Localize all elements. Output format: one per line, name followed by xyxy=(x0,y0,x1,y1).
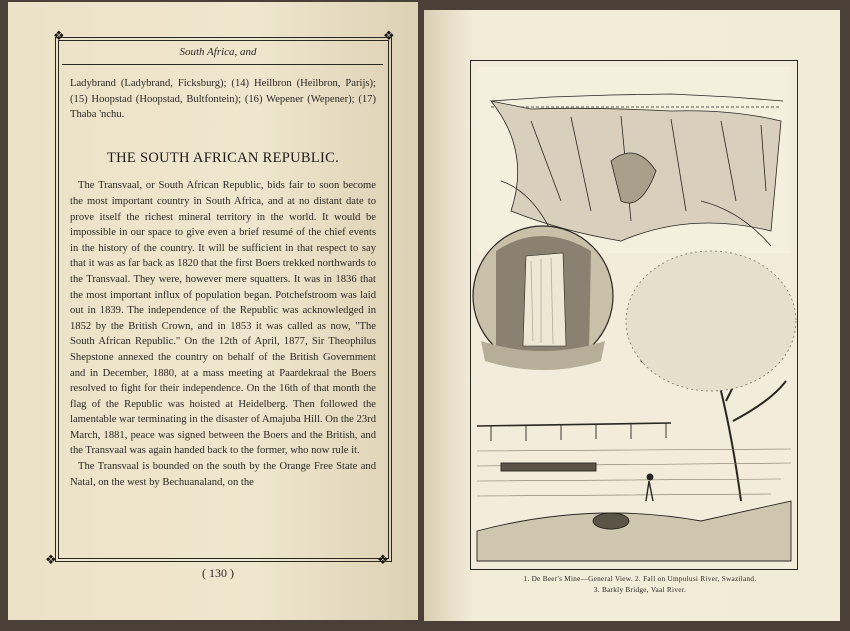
plate-caption xyxy=(456,574,824,596)
corner-ornament-icon: ❖ xyxy=(377,552,389,567)
caption-line: 3. Barkly Bridge, Vaal River. xyxy=(593,586,687,594)
corner-ornament-icon: ❖ xyxy=(53,28,65,43)
carryover-paragraph: Ladybrand (Ladybrand, Ficksburg); (14) Heilbron (Heilbron, Parijs); (15) Hoopstad (Hoopstad, Bultfontein); (16) Wepener (Wepener); (17) Thaba 'nchu. xyxy=(70,78,376,121)
engraving-plate xyxy=(470,60,798,570)
section-heading: THE SOUTH AFRICAN REPUBLIC. xyxy=(106,149,340,166)
caption-line: 1. De Beer's Mine—General View. 2. Fall on Umpulusi River, Swaziland. xyxy=(523,575,757,583)
running-head: South Africa, and xyxy=(179,46,257,58)
engraving-illustration xyxy=(471,61,797,569)
header-rule xyxy=(62,64,383,65)
corner-ornament-icon: ❖ xyxy=(383,28,395,43)
body-text xyxy=(70,76,376,490)
page-number: ( 130 ) xyxy=(202,566,234,580)
mine-view-icon xyxy=(477,67,791,253)
paragraph: The Transvaal, or South African Republic, bids fair to soon become the most important country in South Africa, and at no distant date to prove itself the richest mineral territory in the world. It would be impossible in our space to give even a brief resumé of the chief events in the history of the country. It will be sufficient in that respect to say that it was as far back as 1820 that the first Boers trekked northwards to the Transvaal. They were, however mere squatters. It was in 1836 that the most important influx of population began. Potchefstroom was laid out in 1839. The independence of the Republic was acknowledged in 1852 by the British Crown, and in 1853 it was called as now, "The South African Republic." On the 12th of April, 1877, Sir Theophilus Shepstone annexed the country on behalf of the British Government and in December, 1880, at a mass meeting at Paardekraal the Boers resolved to fight for their independence. On the 16th of that month the flag of the Republic was hoisted at Heidelberg. Then followed the lamentable war terminating in the disaster of Amajuba Hill. On the 23rd March, 1881, peace was signed between the Boers and the British, and the Transvaal was again handed back to the former, who now rule it. xyxy=(70,180,376,457)
waterfall-vignette-icon xyxy=(473,226,613,370)
bridge-scene-icon xyxy=(477,423,791,561)
corner-ornament-icon: ❖ xyxy=(45,552,57,567)
paragraph: The Transvaal is bounded on the south by the Orange Free State and Natal, on the west by Bechuanaland, on the xyxy=(70,461,376,488)
